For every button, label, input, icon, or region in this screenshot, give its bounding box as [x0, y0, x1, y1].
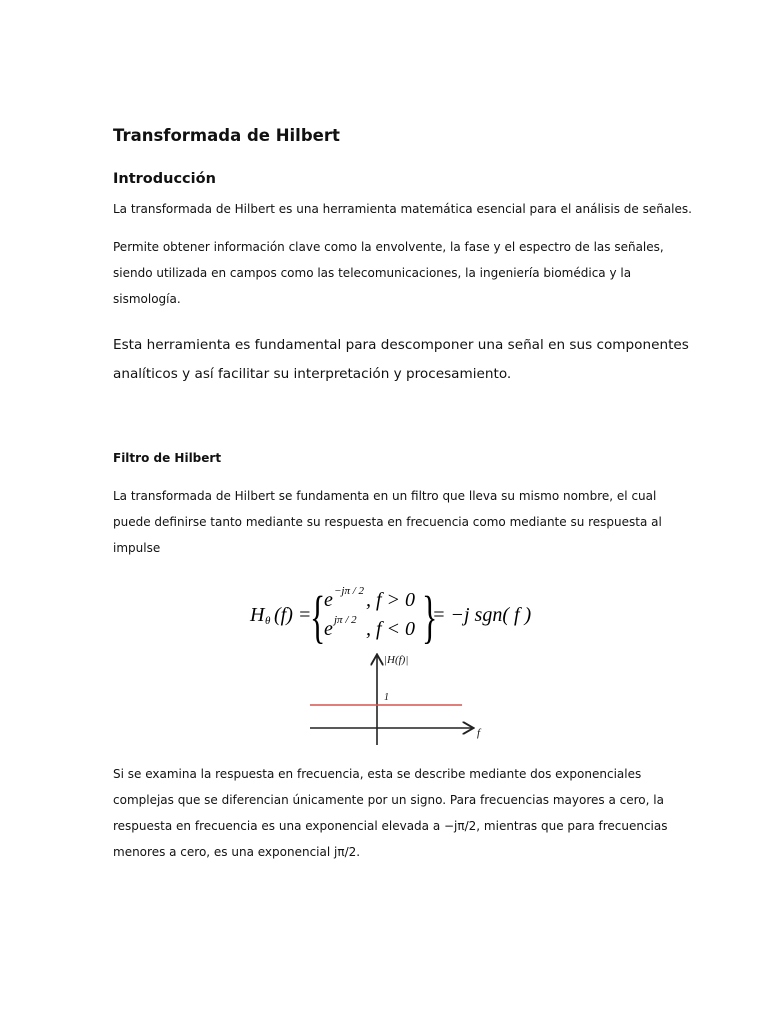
level-label: 1 — [384, 692, 389, 703]
formula-case2-base: e — [324, 618, 333, 640]
formula-left-brace: { — [310, 584, 326, 649]
intro-heading: Introducción — [113, 171, 216, 187]
document-title: Transformada de Hilbert — [113, 126, 340, 145]
formula-case1-exp: −jπ / 2 — [334, 585, 365, 597]
filter-paragraph-2-line-1: Si se examina la respuesta en frecuencia, esta se describe mediante dos exponenciales — [113, 767, 642, 781]
intro-paragraph-1: La transformada de Hilbert es una herramienta matemática esencial para el análisis de señales. — [113, 202, 692, 216]
x-axis-label: f — [477, 727, 481, 739]
intro-paragraph-2-line-1: Permite obtener información clave como la envolvente, la fase y el espectro de las señales, — [113, 240, 664, 254]
filter-paragraph-1-line-3: impulse — [113, 541, 161, 555]
filter-paragraph-2-line-4: menores a cero, es una exponencial jπ/2. — [113, 845, 361, 859]
formula-lhs-base: H — [250, 604, 265, 626]
filter-heading: Filtro de Hilbert — [113, 451, 222, 465]
intro-paragraph-2-line-2: siendo utilizada en campos como las telecomunicaciones, la ingeniería biomédica y la — [113, 266, 632, 280]
filter-paragraph-2-line-3: respuesta en frecuencia es una exponencial elevada a −jπ/2, mientras que para frecuencias — [113, 819, 668, 833]
formula-case1-cond: , f > 0 — [366, 589, 416, 611]
formula-lhs-sub: θ — [265, 615, 271, 627]
intro-paragraph-2-line-3: sismología. — [113, 292, 181, 306]
filter-paragraph-1-line-2: puede definirse tanto mediante su respuesta en frecuencia como mediante su respuesta al — [113, 515, 662, 529]
formula-case2-exp: jπ / 2 — [334, 614, 357, 626]
intro-paragraph-3-line-2: analíticos y así facilitar su interpretación y procesamiento. — [113, 366, 512, 382]
formula-case2-cond: , f < 0 — [366, 618, 416, 640]
formula-right-brace: } — [422, 584, 438, 649]
formula-lhs-arg: (f) = — [274, 604, 312, 626]
formula-rhs: = −j sgn( f ) — [432, 604, 532, 626]
filter-paragraph-1-line-1: La transformada de Hilbert se fundamenta en un filtro que lleva su mismo nombre, el cual — [113, 489, 657, 503]
intro-paragraph-3-line-1: Esta herramienta es fundamental para descomponer una señal en sus componentes — [113, 337, 689, 353]
formula-case1-base: e — [324, 589, 333, 611]
y-axis-label: |H(f)| — [384, 654, 409, 666]
filter-paragraph-2-line-2: complejas que se diferencian únicamente por un signo. Para frecuencias mayores a cero, la — [113, 793, 664, 807]
